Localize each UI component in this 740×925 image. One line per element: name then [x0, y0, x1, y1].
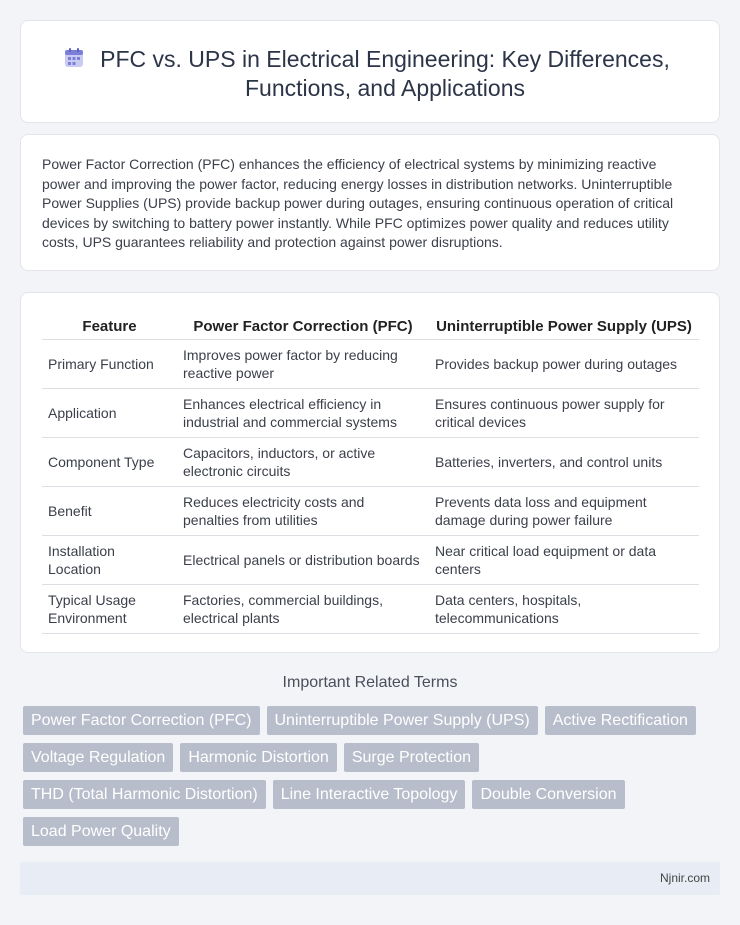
intro-paragraph: Power Factor Correction (PFC) enhances the efficiency of electrical systems by minimizing reactive power and improving the power factor, reducing energy losses in distribution networks. Uninterruptible Power Supplies (UPS) provide backup power during outages, ensuring continuous operation of critical devices by switching to battery power instantly. While PFC optimizes power quality and reduces utility costs, UPS guarantees reliability and protection against power disruptions.	[42, 156, 674, 250]
feature-cell: Benefit	[42, 486, 177, 535]
ups-cell: Prevents data loss and equipment damage during power failure	[429, 486, 699, 535]
related-term-tag[interactable]: Active Rectification	[545, 706, 696, 735]
pfc-cell: Reduces electricity costs and penalties from utilities	[177, 486, 429, 535]
related-terms-heading: Important Related Terms	[282, 674, 458, 691]
related-term-tag[interactable]: Power Factor Correction (PFC)	[23, 706, 260, 735]
table-row	[42, 535, 699, 584]
ups-cell: Batteries, inverters, and control units	[429, 437, 699, 486]
related-term-tag[interactable]: Surge Protection	[344, 743, 479, 772]
table-row	[42, 388, 699, 437]
ups-cell: Near critical load equipment or data centers	[429, 535, 699, 584]
pfc-cell: Capacitors, inductors, or active electronic circuits	[177, 437, 429, 486]
table-row	[42, 339, 699, 388]
feature-cell: Installation Location	[42, 535, 177, 584]
related-term-tag[interactable]: Voltage Regulation	[23, 743, 173, 772]
pfc-cell: Factories, commercial buildings, electrical plants	[177, 584, 429, 633]
title-card	[20, 20, 720, 123]
table-header-row	[42, 313, 699, 339]
table-row	[42, 486, 699, 535]
page-title: PFC vs. UPS in Electrical Engineering: Key Differences, Functions, and Applications	[100, 46, 670, 101]
header-feature: Feature	[42, 313, 177, 339]
related-term-tag[interactable]: THD (Total Harmonic Distortion)	[23, 780, 266, 809]
pfc-cell: Improves power factor by reducing reactive power	[177, 339, 429, 388]
footer-source[interactable]: Njnir.com	[659, 871, 710, 885]
ups-cell: Ensures continuous power supply for critical devices	[429, 388, 699, 437]
ups-cell: Provides backup power during outages	[429, 339, 699, 388]
related-term-tag[interactable]: Line Interactive Topology	[273, 780, 466, 809]
table-row	[42, 584, 699, 633]
feature-cell: Component Type	[42, 437, 177, 486]
feature-cell: Application	[42, 388, 177, 437]
header-pfc: Power Factor Correction (PFC)	[177, 313, 429, 339]
comparison-table	[42, 313, 699, 634]
related-term-tag[interactable]: Load Power Quality	[23, 817, 179, 846]
related-term-tag[interactable]: Double Conversion	[472, 780, 624, 809]
intro-card	[20, 134, 720, 271]
pfc-cell: Enhances electrical efficiency in industrial and commercial systems	[177, 388, 429, 437]
related-terms-list	[23, 706, 703, 846]
feature-cell: Typical Usage Environment	[42, 584, 177, 633]
pfc-cell: Electrical panels or distribution boards	[177, 535, 429, 584]
footer-bar	[20, 862, 720, 895]
table-row	[42, 437, 699, 486]
related-term-tag[interactable]: Uninterruptible Power Supply (UPS)	[267, 706, 538, 735]
header-ups: Uninterruptible Power Supply (UPS)	[429, 313, 699, 339]
feature-cell: Primary Function	[42, 339, 177, 388]
related-term-tag[interactable]: Harmonic Distortion	[180, 743, 336, 772]
ups-cell: Data centers, hospitals, telecommunications	[429, 584, 699, 633]
comparison-table-card	[20, 292, 720, 653]
